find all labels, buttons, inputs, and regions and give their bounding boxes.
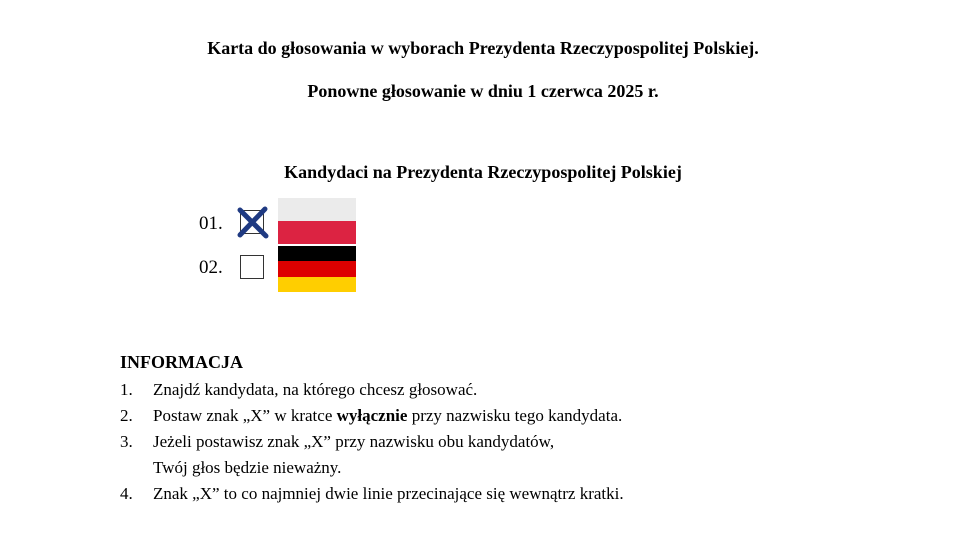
info-text-line: Twój głos będzie nieważny. bbox=[153, 458, 342, 477]
germany-flag-icon bbox=[278, 246, 356, 292]
candidate-number: 02. bbox=[199, 257, 223, 278]
x-mark-icon bbox=[237, 207, 269, 239]
info-text-emphasis: wyłącznie bbox=[336, 406, 408, 425]
info-item-text bbox=[153, 403, 622, 429]
flag-stripe-red bbox=[278, 221, 356, 244]
info-item-text: Znajdź kandydata, na którego chcesz głosować. bbox=[153, 380, 478, 399]
poland-flag-icon bbox=[278, 198, 356, 244]
info-item-text bbox=[153, 429, 554, 481]
info-item-number: 3. bbox=[120, 432, 133, 451]
candidate-checkbox-02[interactable] bbox=[240, 255, 264, 279]
candidate-number: 01. bbox=[199, 213, 223, 234]
flag-stripe-white bbox=[278, 198, 356, 221]
info-item-number: 1. bbox=[120, 380, 133, 399]
info-item-text: Znak „X” to co najmniej dwie linie przecinające się wewnątrz kratki. bbox=[153, 484, 624, 503]
x-mark-stroke bbox=[240, 209, 266, 236]
info-text-line: Jeżeli postawisz znak „X” przy nazwisku obu kandydatów, bbox=[153, 432, 555, 451]
candidates-heading: Kandydaci na Prezydenta Rzeczypospolitej Polskiej bbox=[284, 162, 682, 182]
flag-stripe-red bbox=[278, 261, 356, 276]
info-item-number: 2. bbox=[120, 406, 133, 425]
info-item-number: 4. bbox=[120, 484, 133, 503]
info-heading: INFORMACJA bbox=[120, 352, 243, 372]
candidate-checkbox-01[interactable] bbox=[240, 210, 264, 234]
flag-stripe-gold bbox=[278, 277, 356, 292]
info-text-part: przy nazwisku tego kandydata. bbox=[407, 406, 623, 425]
ballot-title: Karta do głosowania w wyborach Prezydenta Rzeczypospolitej Polskiej. bbox=[207, 38, 759, 58]
info-text-part: Postaw znak „X” w kratce bbox=[153, 406, 337, 425]
flag-stripe-black bbox=[278, 246, 356, 261]
ballot-subtitle: Ponowne głosowanie w dniu 1 czerwca 2025 r. bbox=[307, 81, 659, 101]
